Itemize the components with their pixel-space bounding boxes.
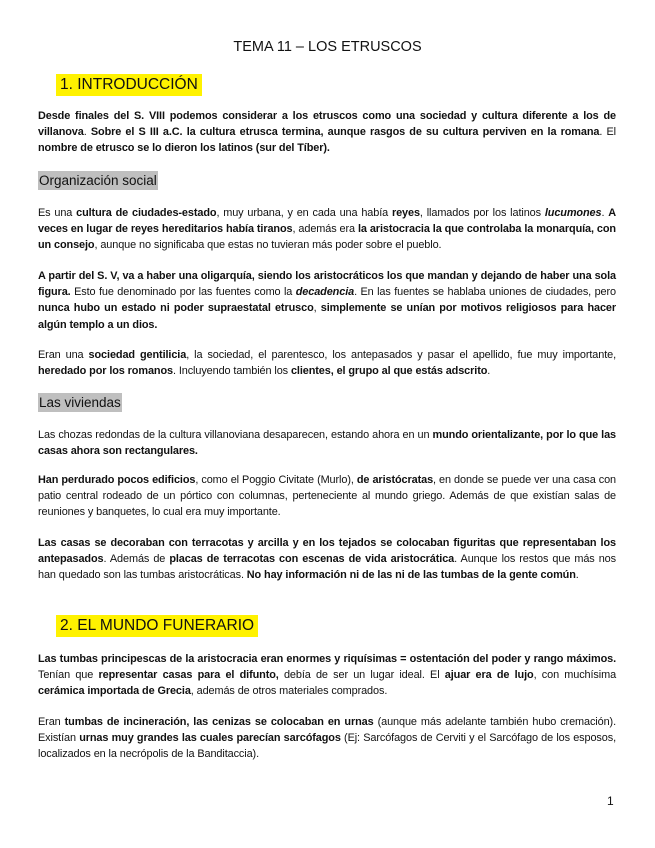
text-run: . — [601, 207, 609, 219]
text-run: heredado por los romanos — [38, 365, 173, 378]
text-run: , la sociedad, el parentesco, los antepasados y pasar el apellido, fue muy importante, — [186, 349, 617, 361]
paragraph-intro — [38, 108, 616, 157]
text-run: A veces en lugar de reyes hereditarios había tiranos — [38, 207, 616, 236]
text-run: lucumones — [544, 207, 602, 219]
paragraph-sociedad-gentilicia — [38, 347, 616, 379]
text-run: Las casas se decoraban con terracotas y arcilla y en los tejados se colocaban figuritas que representaban los antepasados — [38, 537, 616, 566]
text-run: . En las fuentes se hablaba uniones de ciudades, pero — [354, 286, 616, 299]
section-heading-introduccion: 1. INTRODUCCIÓN — [56, 74, 202, 96]
text-run: debía de ser un lugar ideal. El — [278, 669, 445, 682]
text-run: nombre de etrusco se lo dieron los latinos (sur del Tíber). — [38, 142, 330, 155]
text-run: , además de otros materiales comprados. — [190, 685, 388, 698]
text-run: Han perdurado pocos edificios — [38, 474, 196, 486]
text-run: reyes — [391, 207, 420, 219]
text-run: . Además de — [103, 553, 170, 566]
paragraph-edificios — [38, 472, 616, 521]
text-run: Sobre el S III a.C. la cultura etrusca termina, aunque rasgos de su cultura perviven en la romana — [90, 126, 600, 139]
section-heading-mundo-funerario: 2. EL MUNDO FUNERARIO — [56, 615, 258, 637]
document-title: TEMA 11 – LOS ETRUSCOS — [233, 39, 422, 55]
text-run: , como el Poggio Civitate (Murlo), — [195, 474, 357, 486]
text-run: , muy urbana, y en cada una había — [216, 207, 392, 219]
text-run: la aristocracia la que controlaba la monarquía, con un consejo — [38, 223, 616, 252]
text-run: . El — [599, 126, 616, 139]
paragraph-ciudades-estado — [38, 205, 616, 254]
text-run: , — [313, 302, 321, 315]
text-run: tumbas de incineración, las cenizas se colocaban en urnas — [64, 716, 374, 728]
paragraph-decoracion — [38, 535, 616, 584]
text-run: mundo orientalizante, por lo que las casas ahora son rectangulares. — [38, 429, 616, 458]
text-run: . Aunque los restos que más nos han quedado son las tumbas aristocráticas. — [38, 553, 616, 582]
text-run: , aunque no significaba que estas no tuvieran más poder sobre el pueblo. — [94, 239, 442, 252]
text-run: placas de terracotas con escenas de vida aristocrática — [169, 553, 455, 566]
paragraph-tumbas-principescas — [38, 651, 616, 700]
text-run: (aunque más adelante también hubo cremación). Existían — [38, 716, 616, 745]
text-run: cultura de ciudades-estado — [76, 207, 217, 219]
text-run: A partir del S. V, va a haber una oligarquía, siendo los aristocráticos los que mandan y dejando de haber una sola figura. — [38, 270, 616, 299]
text-run: ajuar era de lujo — [444, 669, 534, 682]
text-run: . Incluyendo también los — [172, 365, 291, 378]
text-run: Tenían que — [38, 669, 99, 682]
text-run: de aristócratas — [356, 474, 434, 486]
text-run: representar casas para el difunto, — [98, 669, 279, 682]
text-run: Las tumbas principescas de la aristocracia eran enormes y riquísimas = ostentación del poder y rango máximos. — [38, 653, 616, 665]
text-run: , llamados por los latinos — [419, 207, 545, 219]
text-run: decadencia — [295, 286, 355, 299]
page-number: 1 — [607, 794, 614, 808]
text-run: , en donde se puede ver una casa con patio central rodeado de un pórtico con columnas, perteneciente al mundo griego. Además de que existían salas de reuniones y banquetes, lo cual era muy importante. — [38, 474, 617, 519]
subsection-heading-organizacion-social: Organización social — [39, 173, 157, 188]
text-run: nunca hubo un estado ni poder supraestatal etrusco — [38, 302, 314, 315]
text-run: Es una — [38, 207, 77, 219]
text-run: cerámica importada de Grecia — [38, 685, 191, 698]
text-run: simplemente se unían por motivos religiosos para hacer algún templo a un dios. — [38, 302, 617, 331]
text-run: . — [83, 126, 91, 139]
text-run: Esto fue denominado por las fuentes como la — [70, 286, 296, 299]
paragraph-incineracion — [38, 714, 616, 763]
text-run: sociedad gentilicia — [88, 349, 187, 361]
text-run: (Ej: Sarcófagos de Cerviti y el Sarcófago de los esposos, localizados en la necrópolis de la Banditaccia). — [38, 732, 616, 761]
text-run: , con muchísima — [533, 669, 617, 682]
text-run: . — [575, 569, 579, 582]
paragraph-chozas — [38, 427, 616, 459]
text-run: Las chozas redondas de la cultura villanoviana desaparecen, estando ahora en un — [38, 429, 433, 441]
text-run: , además era — [292, 223, 358, 236]
text-run: No hay información ni de las ni de las tumbas de la gente común — [246, 569, 576, 582]
subsection-heading-las-viviendas: Las viviendas — [39, 395, 121, 410]
text-run: . — [487, 365, 491, 378]
text-run: clientes, el grupo al que estás adscrito — [290, 365, 488, 378]
text-run: Desde finales del S. VIII podemos considerar a los etruscos como una sociedad y cultura diferente a los de villanova — [38, 110, 616, 139]
paragraph-oligarquia — [38, 268, 616, 333]
text-run: Eran una — [38, 349, 89, 361]
text-run: urnas muy grandes las cuales parecían sarcófagos — [79, 732, 341, 745]
text-run: Eran — [38, 716, 65, 728]
